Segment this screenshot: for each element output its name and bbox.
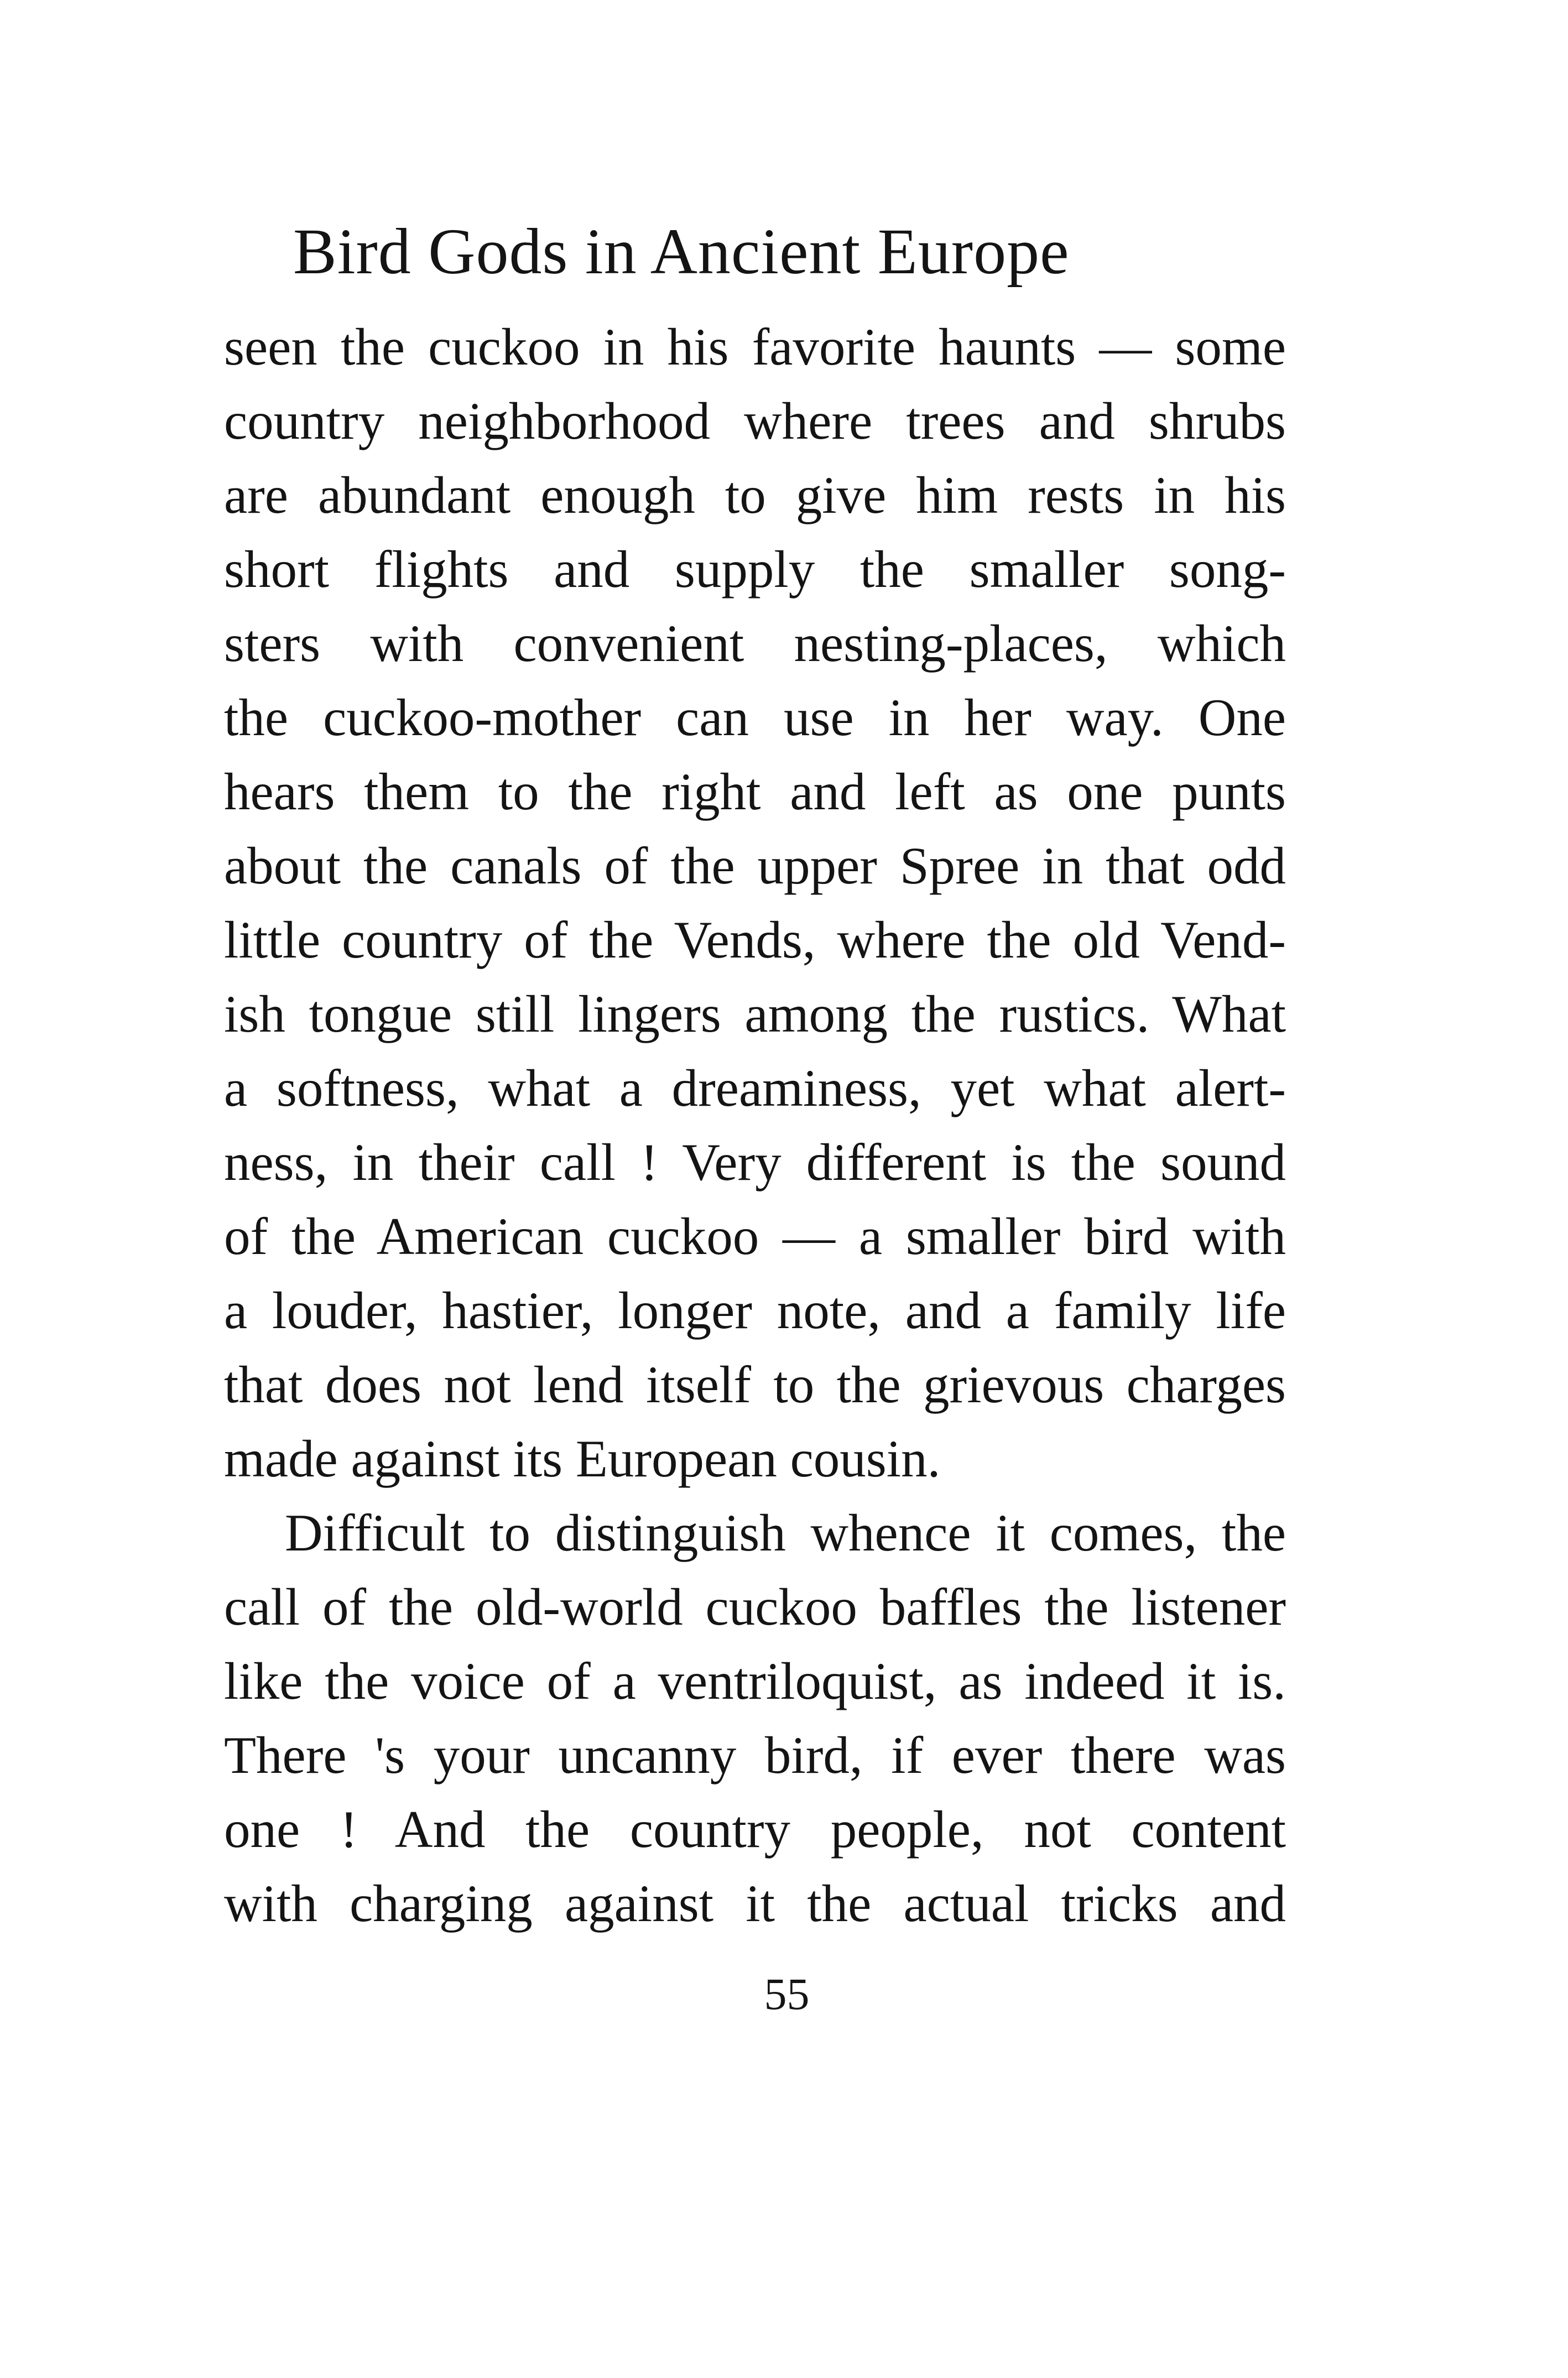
text-line: one ! And the country people, not content [224, 1800, 1286, 1859]
text-line: a louder, hastier, longer note, and a family life [224, 1281, 1286, 1340]
text-line: hears them to the right and left as one punts [224, 762, 1286, 821]
text-line: the cuckoo-mother can use in her way. One [224, 688, 1286, 747]
body-text [224, 310, 1286, 1940]
page-number: 55 [764, 1969, 810, 2019]
text-line: like the voice of a ventriloquist, as indeed it is. [224, 1652, 1286, 1710]
text-line: of the American cuckoo — a smaller bird with [224, 1207, 1286, 1266]
text-line: ish tongue still lingers among the rustics. What [224, 985, 1286, 1043]
text-line: are abundant enough to give him rests in his [224, 466, 1286, 524]
text-line: about the canals of the upper Spree in that odd [224, 836, 1286, 895]
text-line: that does not lend itself to the grievous charges [224, 1355, 1286, 1414]
paragraph-end-line: made against its European cousin. [224, 1429, 941, 1488]
text-line: seen the cuckoo in his favorite haunts — some [224, 318, 1286, 376]
text-line: with charging against it the actual tricks and [224, 1874, 1286, 1933]
text-line: sters with convenient nesting-places, which [224, 614, 1286, 673]
text-line: little country of the Vends, where the old Vend- [224, 910, 1286, 969]
text-line: call of the old-world cuckoo baffles the listener [224, 1578, 1286, 1636]
text-line: short flights and supply the smaller song- [224, 540, 1286, 599]
running-head: Bird Gods in Ancient Europe [293, 215, 1070, 288]
text-line: country neighborhood where trees and shrubs [224, 392, 1286, 450]
text-line: a softness, what a dreaminess, yet what alert- [224, 1059, 1286, 1117]
text-line: ness, in their call ! Very different is the sound [224, 1133, 1286, 1191]
text-line: There 's your uncanny bird, if ever there was [224, 1726, 1286, 1784]
paragraph-start-line: Difficult to distinguish whence it comes, the [285, 1503, 1286, 1562]
